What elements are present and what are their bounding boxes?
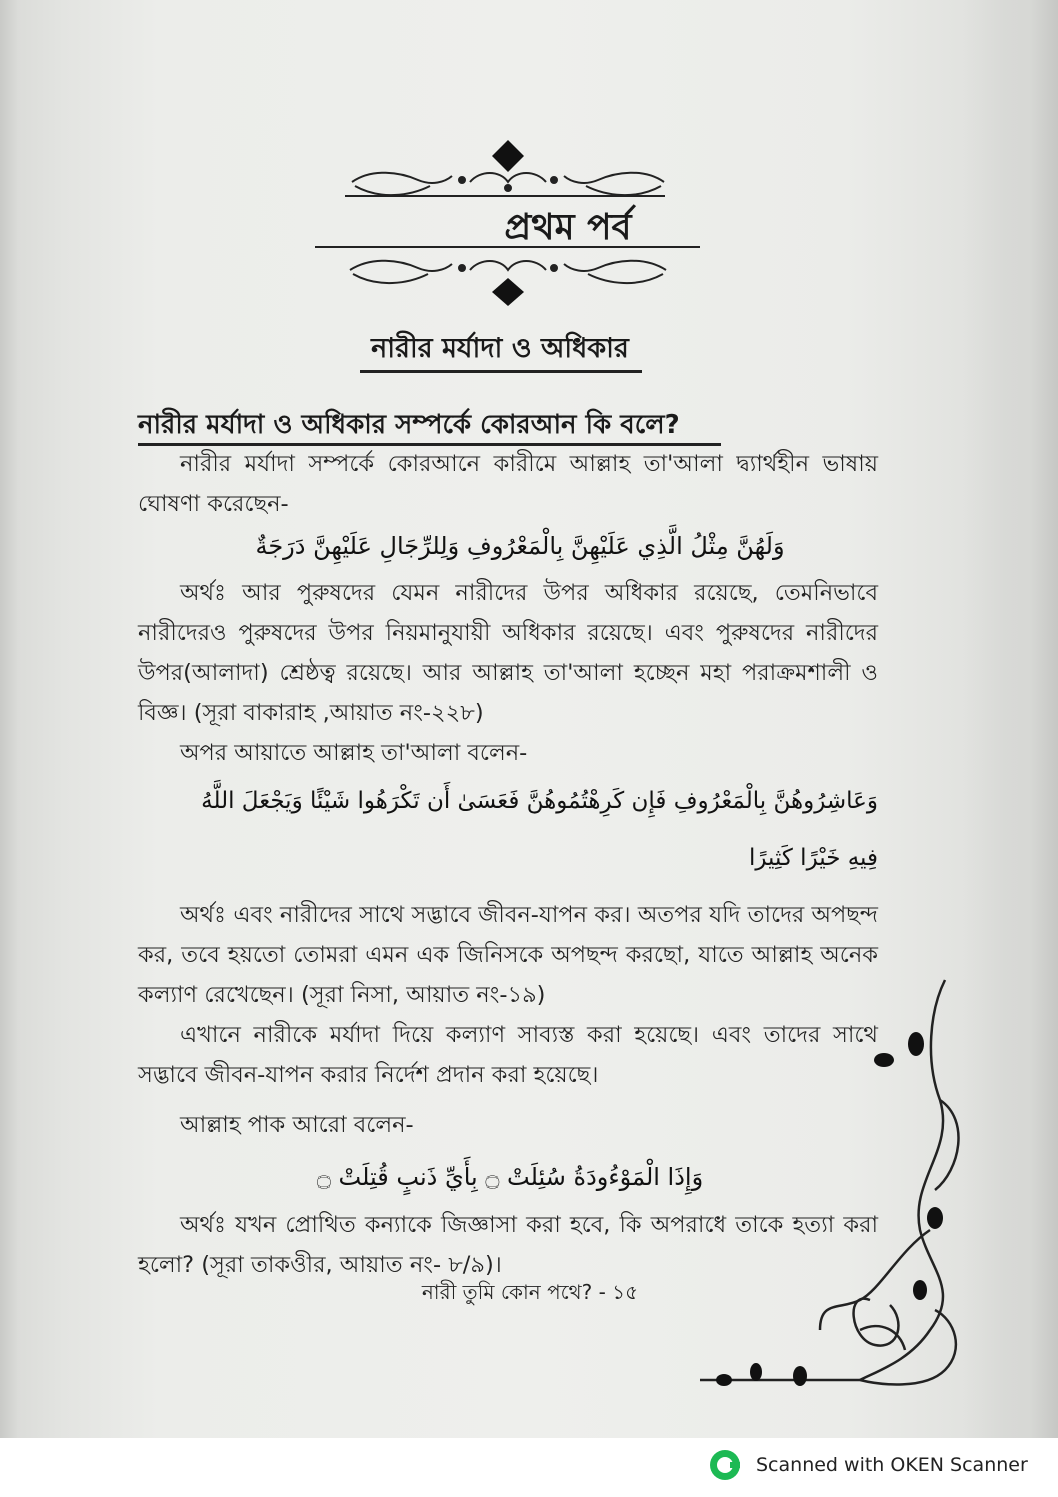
arabic-verse-takwir: وَإِذَا الْمَوْءُودَةُ سُئِلَتْ ۝ بِأَيِّ ذَنبٍ قُتِلَتْ ۝ [316,1163,704,1191]
paragraph-translation-baqarah: অর্থঃ আর পুরুষদের যেমন নারীদের উপর অধিকার রয়েছে, তেমনিভাবে নারীদেরও পুরুষদের উপর নিয়মানুযায়ী অধিকার রয়েছে। এবং পুরুষদের নারীদের উপর(আলাদা) শ্রেষ্ঠত্ব রয়েছে। আর আল্লাহ তা'আলা হচ্ছেন মহা পরাক্রমশালী ও বিজ্ঞ। (সূরা বাকারাহ ,আয়াত নং-২২৮) [138,580,878,726]
arabic-verse-nisa-line2: فِيهِ خَيْرًا كَثِيرًا [748,845,878,871]
oken-scanner-logo-icon [708,1448,742,1482]
top-diamond-icon [492,140,524,172]
paragraph-another-verse: অপর আয়াতে আল্লাহ তা'আলা বলেন- [180,740,528,766]
arabic-verse-baqarah: وَلَهُنَّ مِثْلُ الَّذِي عَلَيْهِنَّ بِالْمَعْرُوفِ وَلِلرِّجَالِ عَلَيْهِنَّ دَرَجَةٌ [255,532,785,560]
top-flourish-icon [352,173,664,195]
arabic-verse-nisa-line1: وَعَاشِرُوهُنَّ بِالْمَعْرُوفِ فَإِن كَرِهْتُمُوهُنَّ فَعَسَىٰ أَن تَكْرَهُوا شَيْئًا وَيَجْعَلَ اللَّهُ [201,788,878,814]
bottom-diamond-icon [492,278,524,306]
paragraph-allah-says: আল্লাহ পাক আরো বলেন- [180,1112,414,1138]
scanner-label: Scanned with OKEN Scanner [756,1454,1028,1476]
paragraph-explanation: এখানে নারীকে মর্যাদা দিয়ে কল্যাণ সাব্যস্ত করা হয়েছে। এবং তাদের সাথে সদ্ভাবে জীবন-যাপন করার নির্দেশ প্রদান করা হয়েছে। [138,1022,878,1088]
chapter-title: প্রথম পর্ব [504,207,632,248]
paragraph-intro: নারীর মর্যাদা সম্পর্কে কোরআনে কারীমে আল্লাহ তা'আলা দ্ব্যার্থহীন ভাষায় ঘোষণা করেছেন- [138,451,878,517]
page-footer: নারী তুমি কোন পথে? - ১৫ [421,1280,639,1304]
paragraph-translation-nisa: অর্থঃ এবং নারীদের সাথে সদ্ভাবে জীবন-যাপন কর। অতপর যদি তাদের অপছন্দ কর, তবে হয়তো তোমরা এমন এক জিনিসকে অপছন্দ করছো, যাতে আল্লাহ অনেক কল্যাণ রেখেছেন। (সূরা নিসা, আয়াত নং-১৯) [138,902,878,1008]
question-heading: নারীর মর্যাদা ও অধিকার সম্পর্কে কোরআন কি বলে? [138,410,680,440]
paragraph-translation-takwir: অর্থঃ যখন প্রোথিত কন্যাকে জিজ্ঞাসা করা হবে, কি অপরাধে তাকে হত্যা করা হলো? (সূরা তাকওীর, আয়াত নং- ৮/৯)। [138,1212,878,1278]
scanner-watermark [708,1445,1028,1485]
section-title: নারীর মর্যাদা ও অধিকার [371,333,629,364]
section-title-underline [360,370,642,373]
